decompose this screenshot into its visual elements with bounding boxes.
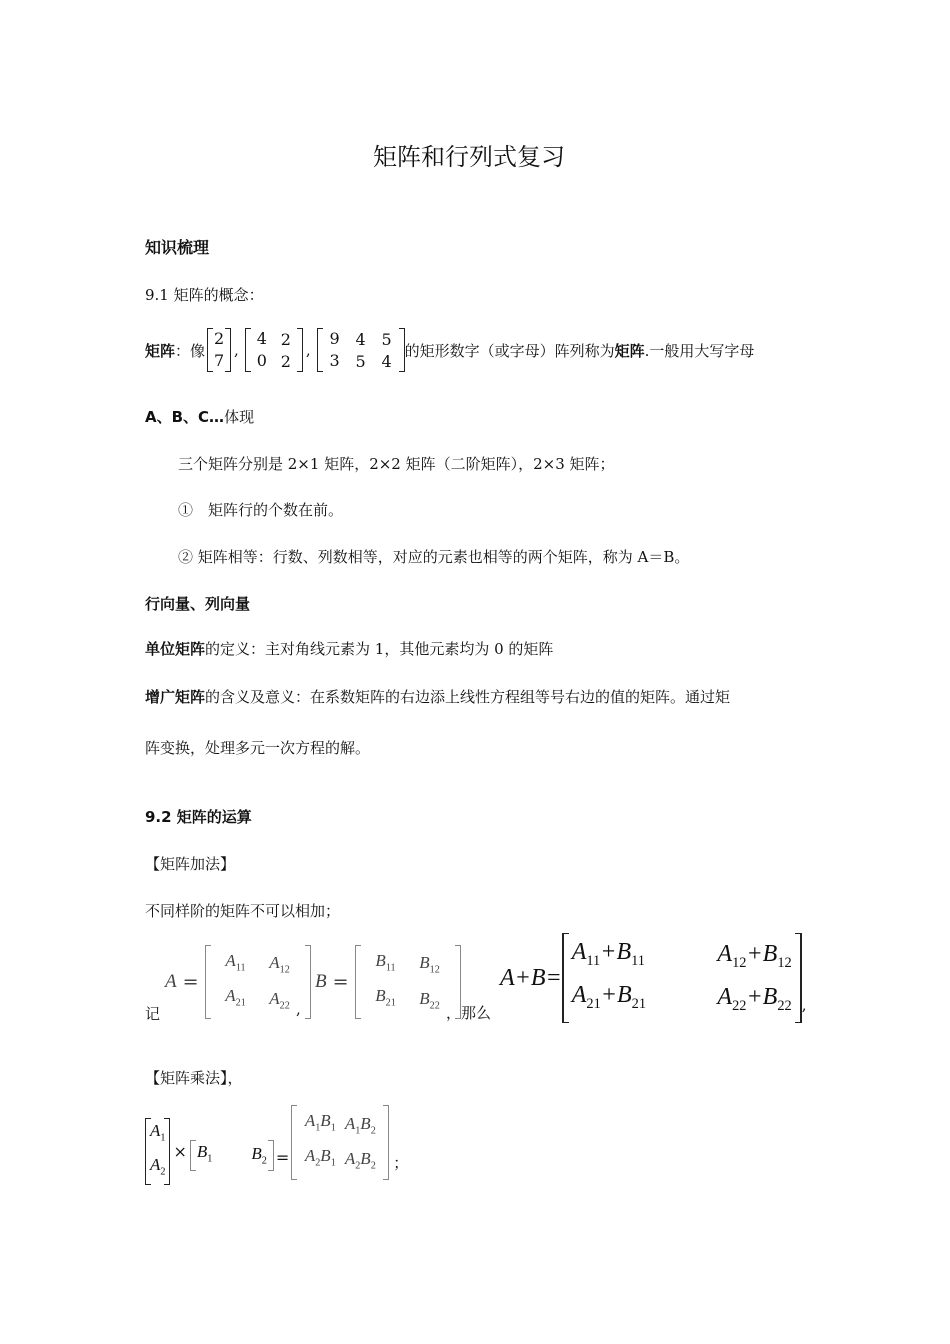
b12: $B_{12}$ <box>419 953 440 976</box>
m3-cell: 9 <box>329 329 340 348</box>
sum-lhs: A+B= <box>500 964 562 991</box>
unit-matrix-text: 的定义：主对角线元素为 1，其他元素均为 0 的矩阵 <box>205 640 554 658</box>
b11: $B_{11}$ <box>375 950 396 973</box>
comma-after-A: , <box>296 1000 301 1018</box>
row-b1: $B_1$ <box>196 1141 213 1164</box>
sum-22: $A_{22}+B_{22}$ <box>717 984 792 1014</box>
term-matrix-2: 矩阵 <box>614 341 645 360</box>
matrix-definition-line <box>145 325 754 375</box>
multiplication-heading: 【矩阵乘法】， <box>145 1069 243 1087</box>
abc-letters: A、B、C… <box>145 408 225 426</box>
def-text-1: 的矩形数字（或字母）阵列称为 <box>404 341 615 360</box>
times-sign: × <box>173 1142 187 1161</box>
sum-matrix <box>562 933 802 1023</box>
def-line-2 <box>145 406 254 427</box>
example-matrix-2x2 <box>245 328 303 372</box>
section-9-1: 9.1 矩阵的概念： <box>145 286 264 304</box>
b21: $B_{21}$ <box>375 986 396 1009</box>
m3-cell: 4 <box>355 329 366 349</box>
matrix-B-def <box>315 950 461 1014</box>
row-matrix-B <box>190 1140 274 1171</box>
column-matrix-A <box>145 1118 170 1185</box>
note-item-2: ② 矩阵相等：行数、列数相等，对应的元素也相等的两个矩阵，称为 A＝B。 <box>178 548 690 566</box>
heading-row-col-vector: 行向量、列向量 <box>145 595 251 613</box>
heading-knowledge: 知识梳理 <box>145 238 210 257</box>
m1-r2: 7 <box>213 351 225 370</box>
then-text: ，那么 <box>446 1004 492 1022</box>
section-9-2: 9.2 矩阵的运算 <box>145 808 252 826</box>
matrix-B <box>355 945 461 1020</box>
a12: $A_{12}$ <box>269 953 290 976</box>
m2-cell: 2 <box>280 329 291 349</box>
comma-1: , <box>234 341 239 359</box>
m2-cell: 2 <box>280 351 291 371</box>
m3-cell: 3 <box>329 351 340 370</box>
term-matrix: 矩阵 <box>145 341 176 360</box>
symbol-B: B <box>315 971 327 992</box>
term-augmented-matrix: 增广矩阵 <box>145 688 206 706</box>
equals-sign: = <box>182 971 199 993</box>
sum-11: $A_{11}+B_{11}$ <box>571 939 645 969</box>
page-title: 矩阵和行列式复习 <box>373 143 565 171</box>
addition-note: 不同样阶的矩阵不可以相加； <box>145 902 341 920</box>
prod-12: $A_1B_2$ <box>344 1113 376 1136</box>
unit-matrix-line <box>145 638 553 659</box>
m3-cell: 5 <box>381 329 392 349</box>
note-item-1: ① 矩阵行的个数在前。 <box>178 501 344 519</box>
m2-cell: 4 <box>256 329 267 348</box>
product-formula <box>145 1105 408 1185</box>
prod-22: $A_2B_2$ <box>344 1148 376 1172</box>
matrix-A <box>205 945 311 1020</box>
m1-r1: 2 <box>213 329 225 348</box>
equals-sign: = <box>332 971 349 993</box>
m2-cell: 0 <box>256 351 267 370</box>
comma-after-sum: , <box>801 996 807 1014</box>
augmented-text-2: 阵变换，处理多元一次方程的解。 <box>145 739 371 757</box>
def-line-2-rest: 体现 <box>224 408 255 426</box>
augmented-text-1: 的含义及意义：在系数矩阵的右边添上线性方程组等号右边的值的矩阵。通过矩 <box>205 688 731 706</box>
sum-12: $A_{12}+B_{12}$ <box>717 941 792 971</box>
col-a1: $A_1$ <box>150 1121 166 1144</box>
a11: $A_{11}$ <box>225 950 246 973</box>
prod-21: $A_2B_1$ <box>304 1146 336 1169</box>
product-matrix <box>291 1105 389 1180</box>
a22: $A_{22}$ <box>269 988 290 1011</box>
m3-cell: 4 <box>381 351 392 371</box>
matrix-A-def <box>165 950 311 1014</box>
symbol-A: A <box>165 971 177 992</box>
b22: $B_{22}$ <box>419 988 440 1011</box>
term-unit-matrix: 单位矩阵 <box>145 640 206 658</box>
augmented-matrix-line <box>145 686 730 707</box>
sum-formula <box>500 940 807 1016</box>
product-equals: = <box>275 1148 290 1167</box>
row-b2: $B_2$ <box>251 1144 267 1167</box>
example-matrix-2x1 <box>207 328 231 372</box>
ji-label: 记 <box>145 1005 161 1023</box>
comma-2: , <box>305 341 311 359</box>
col-a2: $A_2$ <box>150 1154 166 1177</box>
def-text-2: .一般用大写字母 <box>644 341 755 360</box>
prod-11: $A_1B_1$ <box>304 1111 336 1134</box>
like-text: ：像 <box>175 341 206 360</box>
product-semicolon: ； <box>393 1154 409 1172</box>
m3-cell: 5 <box>355 351 366 371</box>
three-matrices-line: 三个矩阵分别是 2×1 矩阵，2×2 矩阵（二阶矩阵），2×3 矩阵； <box>178 455 615 473</box>
sum-21: $A_{21}+B_{21}$ <box>571 982 647 1012</box>
addition-heading: 【矩阵加法】 <box>145 855 236 873</box>
a21: $A_{21}$ <box>225 986 246 1009</box>
example-matrix-2x3 <box>317 328 405 372</box>
